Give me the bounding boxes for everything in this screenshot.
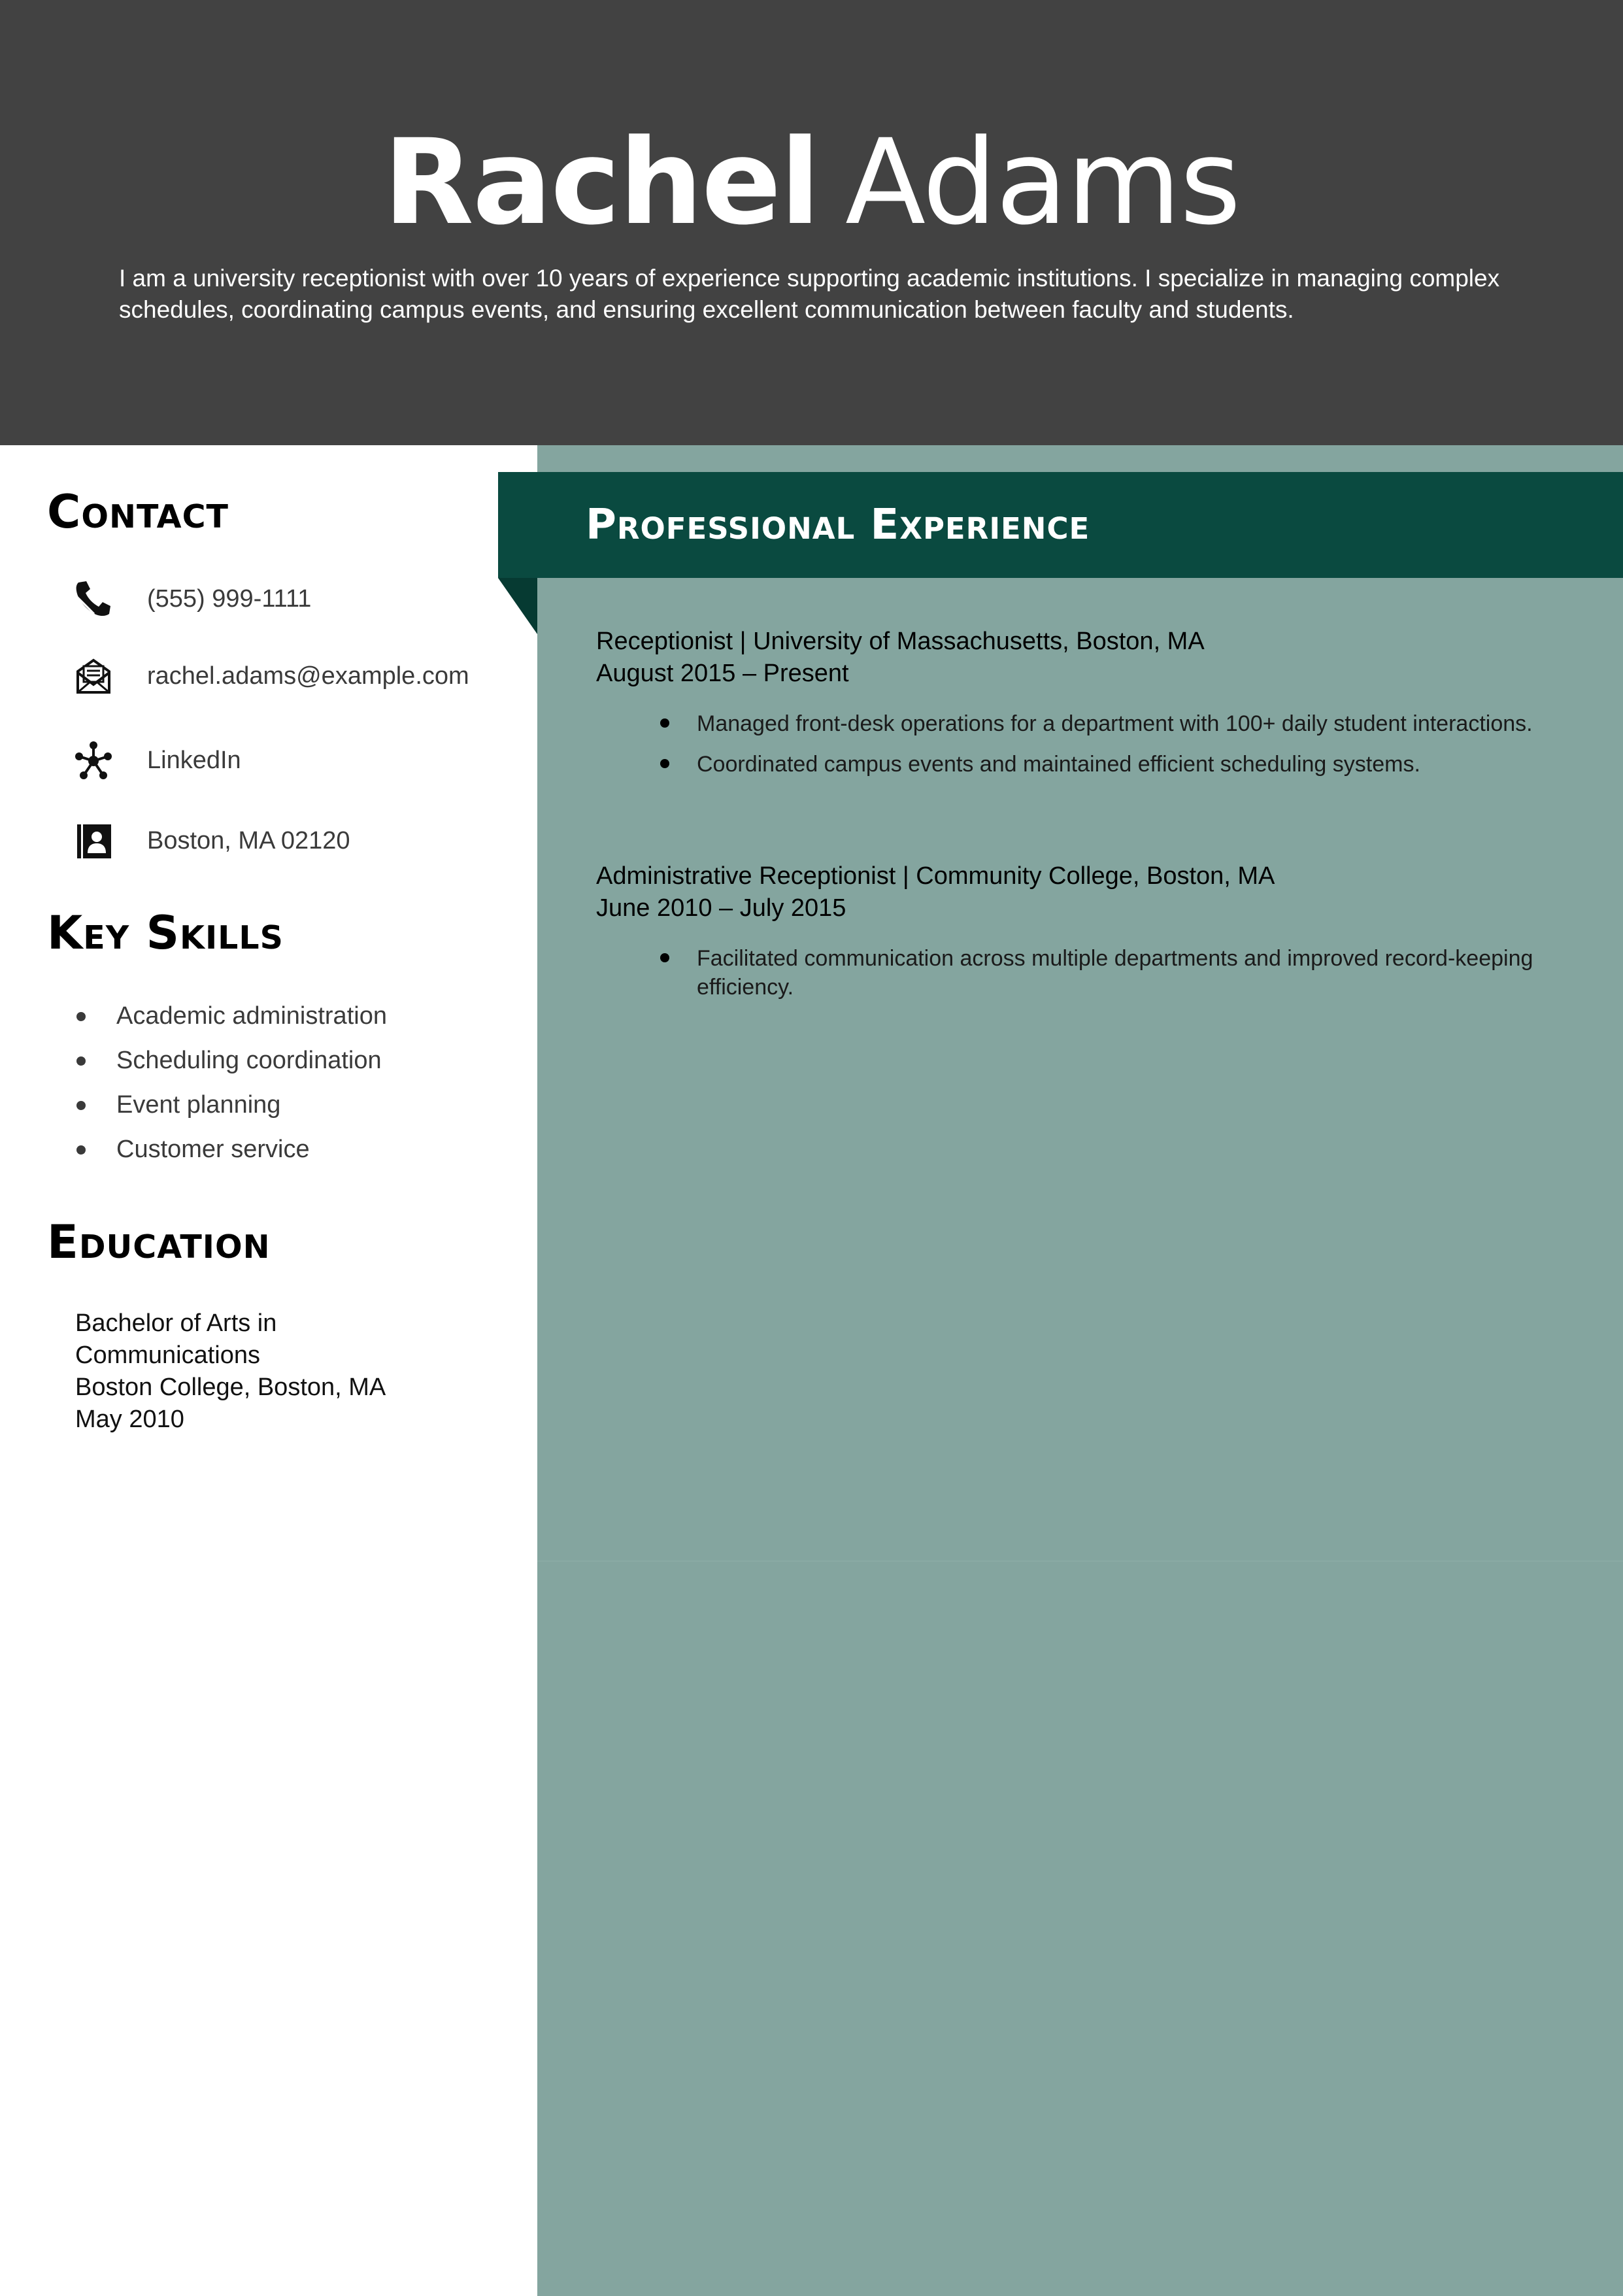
graduation-date: May 2010 [75, 1406, 184, 1433]
job-entry [596, 860, 1577, 1002]
job-entry [596, 626, 1577, 779]
list-item: Coordinated campus events and maintained efficient scheduling systems. [596, 750, 1577, 779]
panel-divider [537, 1561, 1623, 1562]
job-bullets [596, 944, 1577, 1002]
skills-list [72, 994, 387, 1172]
job-bullets [596, 709, 1577, 779]
address-book-icon [72, 819, 115, 862]
address-text: Boston, MA 02120 [147, 827, 350, 854]
job-title: Administrative Receptionist | Community College, Boston, MA [596, 862, 1275, 890]
school: Boston College, Boston, MA [75, 1374, 386, 1401]
contact-title: Contact [47, 485, 229, 539]
last-name: Adams [845, 114, 1240, 251]
email-text: rachel.adams@example.com [147, 662, 469, 690]
list-item: Scheduling coordination [72, 1038, 387, 1083]
phone-icon [72, 577, 115, 620]
first-name: Rachel [383, 114, 820, 251]
list-item: Customer service [72, 1127, 387, 1172]
degree-line-2: Communications [75, 1342, 260, 1369]
experience-title: Professional Experience [586, 501, 1090, 549]
contact-phone [72, 577, 529, 623]
linkedin-text: LinkedIn [147, 747, 241, 774]
skills-title: Key Skills [47, 906, 284, 960]
contact-address [72, 819, 529, 865]
candidate-name [0, 105, 1623, 262]
education-title: Education [47, 1215, 271, 1269]
job-title: Receptionist | University of Massachusetts, Boston, MA [596, 628, 1205, 655]
summary: I am a university receptionist with over 10 years of experience supporting academic institutions. I specialize in managing complex schedules, coordinating campus events, and ensuring excellent communication between faculty and students. [119, 265, 1500, 323]
job-dates: August 2015 – Present [596, 660, 849, 687]
list-item: Event planning [72, 1083, 387, 1127]
list-item: Facilitated communication across multiple departments and improved record-keeping efficiency. [596, 944, 1577, 1002]
list-item: Academic administration [72, 994, 387, 1038]
job-dates: June 2010 – July 2015 [596, 894, 846, 922]
contact-email[interactable] [72, 654, 529, 700]
contact-linkedin[interactable] [72, 739, 529, 785]
phone-text: (555) 999-1111 [147, 585, 312, 613]
network-icon [72, 739, 115, 782]
degree-line-1: Bachelor of Arts in [75, 1309, 277, 1337]
education-entry [75, 1308, 494, 1436]
mail-icon [72, 654, 115, 698]
list-item: Managed front-desk operations for a department with 100+ daily student interactions. [596, 709, 1577, 738]
